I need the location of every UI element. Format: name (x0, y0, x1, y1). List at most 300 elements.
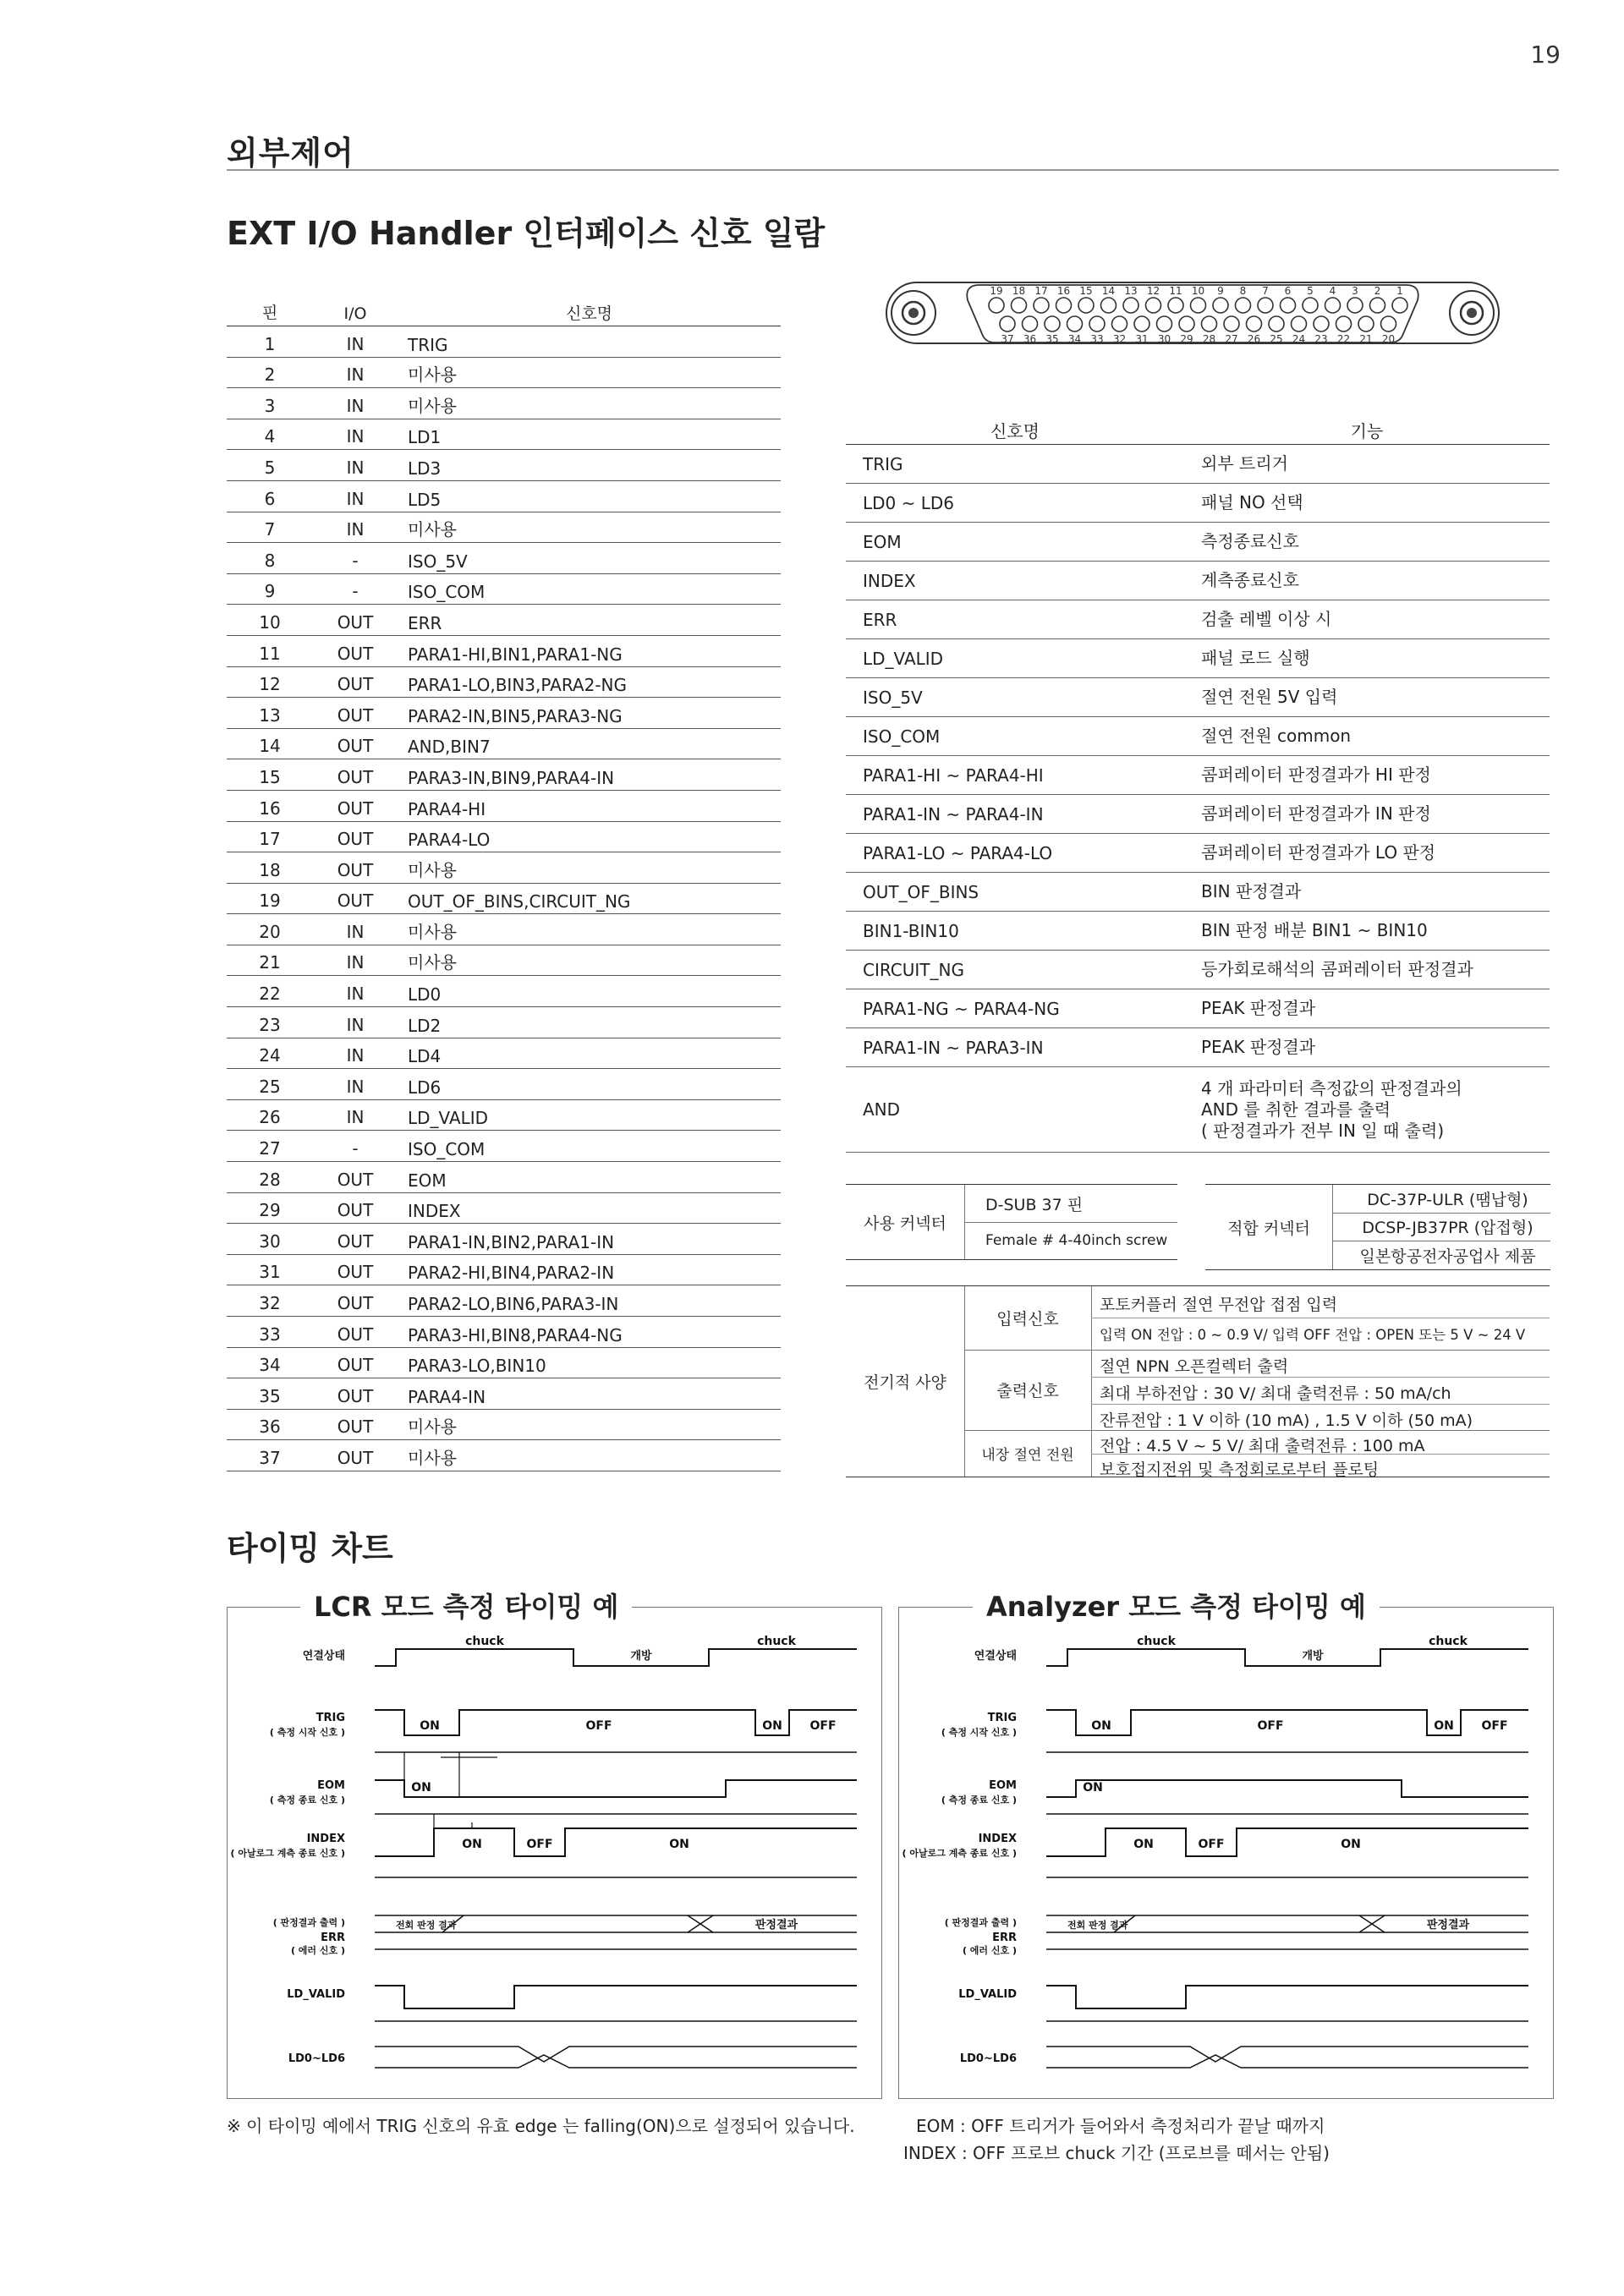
pin-io: OUT (337, 1447, 374, 1468)
input-line-2: 입력 ON 전압 : 0 ~ 0.9 V/ 입력 OFF 전압 : OPEN 또는 5 V ~ 24 V (1100, 1327, 1526, 1343)
pin-signal: 미사용 (408, 859, 457, 880)
pin-row (227, 388, 781, 419)
index-note: INDEX : OFF 프로브 chuck 기간 (프로브를 떼서는 안됨) (903, 2143, 1330, 2163)
function-description: BIN 판정결과 (1201, 881, 1302, 901)
timing-chart-heading: 타이밍 차트 (227, 1530, 393, 1567)
function-description: 측정종료신호 (1201, 531, 1299, 551)
pin-io: IN (346, 519, 365, 540)
pin-io: IN (346, 395, 365, 416)
analyzer-timing-title: Analyzer 모드 측정 타이밍 예 (973, 1586, 1380, 1625)
pin-label: 3 (1352, 285, 1358, 297)
pin-row (227, 1285, 781, 1317)
timing-label: 연결상태 (974, 1650, 1017, 1663)
signal-trace (1046, 2055, 1528, 2068)
timing-label: TRIG (987, 1712, 1017, 1724)
timing-label: ( 판정결과 출력 ) (944, 1917, 1017, 1928)
function-row (846, 951, 1550, 989)
pin-row (227, 543, 781, 574)
section-title: 외부제어 (227, 134, 354, 172)
signal-trace (375, 1780, 857, 1797)
pin-row (227, 945, 781, 977)
pin-label: 7 (1262, 285, 1269, 297)
pin-signal: 미사용 (408, 364, 457, 386)
function-signal: AND (863, 1099, 901, 1120)
pin-io: OUT (337, 1293, 374, 1313)
timing-label: ( 아날로그 계측 종료 신호 ) (230, 1848, 345, 1859)
pin-number: 22 (259, 984, 281, 1005)
pin-hole (1134, 316, 1149, 332)
pin-hole (1146, 298, 1161, 313)
signal-trace (375, 1986, 857, 2008)
pin-label: 18 (1012, 285, 1026, 297)
signal-trace (1046, 1780, 1528, 1797)
timing-label: 판정결과 (1426, 1919, 1470, 1932)
pin-signal: ISO_5V (408, 551, 468, 572)
timing-label: ON (1341, 1838, 1361, 1851)
signal-trace (375, 1828, 857, 1856)
pin-row (227, 791, 781, 822)
timing-label: ON (411, 1781, 431, 1795)
pin-io: OUT (337, 1200, 374, 1221)
pin-row (227, 1069, 781, 1100)
pin-row (227, 1378, 781, 1410)
electrical-label: 전기적 사양 (864, 1373, 946, 1392)
function-description: 4 개 파라미터 측정값의 판정결과의 AND 를 취한 결과를 출력 ( 판정결과가 전부 IN 일 때 출력) (1201, 1077, 1462, 1141)
pin-table-body (227, 326, 781, 1471)
pin-signal: LD0 (408, 984, 442, 1006)
function-description: 패널 로드 실행 (1201, 648, 1310, 668)
pin-io: OUT (337, 1323, 374, 1345)
function-description: PEAK 판정결과 (1201, 1037, 1316, 1057)
function-signal: ISO_5V (863, 687, 923, 708)
pin-io: OUT (337, 1169, 374, 1190)
function-signal: BIN1-BIN10 (863, 920, 959, 941)
pin-row (227, 884, 781, 915)
pin-label: 30 (1157, 333, 1171, 345)
pin-number: 25 (259, 1076, 281, 1097)
timing-label: OFF (585, 1719, 612, 1733)
pin-hole (1269, 316, 1284, 332)
pin-signal: LD_VALID (408, 1108, 489, 1129)
timing-label: ON (762, 1719, 782, 1733)
timing-label: ON (669, 1838, 689, 1851)
signal-header: 신호명 (565, 304, 613, 323)
power-label: 내장 절연 전원 (981, 1447, 1074, 1464)
pin-io: OUT (337, 674, 374, 695)
pin-io: OUT (337, 797, 374, 819)
pin-io: - (352, 1138, 359, 1159)
pin-signal: PARA4-HI (408, 798, 486, 819)
connector-type: D-SUB 37 핀 (985, 1195, 1084, 1214)
signal-trace (375, 2047, 857, 2062)
function-description: 콤퍼레이터 판정결과가 IN 판정 (1201, 803, 1431, 824)
pin-signal: 미사용 (408, 1447, 457, 1468)
pin-row (227, 1007, 781, 1038)
signal-trace (1046, 1828, 1528, 1856)
pin-signal: 미사용 (408, 952, 457, 973)
pin-io: IN (346, 952, 365, 973)
pin-signal: PARA2-IN,BIN5,PARA3-NG (408, 705, 623, 726)
pin-number: 9 (264, 581, 276, 602)
pin-hole (1123, 298, 1138, 313)
pin-signal: 미사용 (408, 1417, 457, 1438)
connector-fit-table (1205, 1184, 1550, 1270)
pin-label: 4 (1329, 285, 1336, 297)
pin-row (227, 574, 781, 606)
pin-io: OUT (337, 704, 374, 726)
pin-label: 6 (1284, 285, 1292, 297)
function-description: PEAK 판정결과 (1201, 998, 1316, 1018)
pin-number: 33 (259, 1323, 281, 1345)
function-row (846, 445, 1550, 484)
timing-label: chuck (1429, 1635, 1468, 1648)
pin-number: 1 (264, 333, 276, 354)
pin-number: 29 (259, 1200, 281, 1221)
pin-signal: LD5 (408, 489, 442, 510)
pin-label: 36 (1023, 333, 1037, 345)
timing-label: ( 판정결과 출력 ) (272, 1917, 345, 1928)
pin-number: 34 (259, 1355, 281, 1376)
output-line-2: 최대 부하전압 : 30 V/ 최대 출력전류 : 50 mA/ch (1100, 1384, 1451, 1403)
power-line-2: 보호접지전위 및 측정회로로부터 플로팅 (1100, 1460, 1380, 1479)
pin-io: OUT (337, 890, 374, 912)
pin-io: IN (346, 984, 365, 1005)
function-row (846, 523, 1550, 562)
pin-signal: 미사용 (408, 395, 457, 416)
pin-signal: LD1 (408, 427, 442, 448)
pin-signal: 미사용 (408, 921, 457, 942)
signal-trace (1046, 1710, 1528, 1735)
function-row (846, 639, 1550, 678)
pin-number: 8 (264, 550, 276, 571)
pin-number: 18 (259, 859, 281, 880)
function-signal: PARA1-NG ~ PARA4-NG (863, 998, 1060, 1019)
pin-number: 16 (259, 797, 281, 819)
pin-hole (1179, 316, 1194, 332)
pin-row (227, 976, 781, 1007)
pin-hole (1056, 298, 1072, 313)
pin-hole (1381, 316, 1396, 332)
timing-label: chuck (465, 1635, 504, 1648)
timing-label: 개방 (1302, 1650, 1324, 1663)
function-row (846, 562, 1550, 600)
pin-label: 24 (1292, 333, 1306, 345)
pin-label: 29 (1180, 333, 1193, 345)
pin-hole (1191, 298, 1206, 313)
timing-label: EOM (317, 1779, 345, 1792)
function-row (846, 600, 1550, 639)
pin-label: 13 (1124, 285, 1138, 297)
pin-hole (1078, 298, 1094, 313)
pin-signal: PARA1-IN,BIN2,PARA1-IN (408, 1231, 615, 1252)
pin-hole (1012, 298, 1027, 313)
pin-label: 8 (1239, 285, 1247, 297)
connector-use-label: 사용 커넥터 (864, 1214, 946, 1233)
pin-io: IN (346, 1107, 365, 1128)
pin-io: OUT (337, 1417, 374, 1438)
pin-number: 12 (259, 674, 281, 695)
pin-label: 2 (1374, 285, 1381, 297)
timing-label: ERR (321, 1932, 345, 1944)
pin-row (227, 1131, 781, 1162)
timing-label: ( 측정 종료 신호 ) (941, 1795, 1017, 1806)
pin-io: IN (346, 426, 365, 447)
pin-table (227, 300, 781, 1471)
timing-label: ( 측정 종료 신호 ) (269, 1795, 345, 1806)
timing-label: LD_VALID (287, 1988, 345, 2001)
signal-trace (375, 1710, 857, 1735)
pin-label: 15 (1079, 285, 1093, 297)
pin-signal: PARA1-LO,BIN3,PARA2-NG (408, 675, 627, 696)
pin-hole (1292, 316, 1307, 332)
timing-label: LD0~LD6 (959, 2052, 1017, 2065)
pin-number: 10 (259, 611, 281, 633)
pin-row (227, 512, 781, 544)
pin-label: 34 (1067, 333, 1082, 345)
function-signal: TRIG (863, 453, 903, 474)
pin-signal: TRIG (408, 334, 448, 355)
function-description: 패널 NO 선택 (1201, 492, 1303, 512)
pin-number: 32 (259, 1293, 281, 1313)
pin-io: OUT (337, 1230, 374, 1252)
function-description: 외부 트리거 (1201, 453, 1288, 474)
pin-signal: INDEX (408, 1201, 461, 1222)
pin-row (227, 1317, 781, 1348)
pin-hole (1281, 298, 1296, 313)
pin-io: OUT (337, 611, 374, 633)
pin-row (227, 1162, 781, 1193)
pin-hole (1089, 316, 1105, 332)
pin-io: OUT (337, 643, 374, 664)
pin-row (227, 326, 781, 358)
input-line-1: 포토커플러 절연 무전압 접점 입력 (1100, 1296, 1338, 1314)
pin-signal: ISO_COM (408, 582, 486, 603)
signal-trace (1046, 1649, 1528, 1666)
pin-row (227, 1255, 781, 1286)
fit-item-2: DCSP-JB37PR (압접형) (1362, 1219, 1533, 1237)
pin-label: 16 (1056, 285, 1071, 297)
pin-label: 11 (1169, 285, 1182, 297)
pin-io: IN (346, 364, 365, 386)
pin-header: 핀 (261, 304, 278, 322)
output-line-1: 절연 NPN 오픈컬렉터 출력 (1100, 1357, 1289, 1376)
electrical-spec-table (846, 1285, 1550, 1477)
pin-io: IN (346, 1014, 365, 1035)
pin-signal: OUT_OF_BINS,CIRCUIT_NG (408, 891, 631, 912)
timing-label: 판정결과 (754, 1919, 798, 1932)
pin-number: 19 (259, 890, 281, 912)
pin-io: IN (346, 488, 365, 509)
power-line-1: 전압 : 4.5 V ~ 5 V/ 최대 출력전류 : 100 mA (1100, 1437, 1425, 1455)
dsub37-connector-diagram (880, 275, 1506, 351)
function-description: 절연 전원 5V 입력 (1201, 687, 1338, 707)
pin-number: 3 (264, 395, 276, 416)
function-signal: ISO_COM (863, 726, 941, 747)
pin-io: OUT (337, 829, 374, 850)
pin-io: - (352, 550, 359, 571)
pin-signal: PARA3-LO,BIN10 (408, 1356, 546, 1377)
timing-label: 전회 판정 결과 (396, 1920, 457, 1931)
timing-label: ON (1133, 1838, 1154, 1851)
pin-signal: PARA4-LO (408, 830, 491, 851)
input-signal-label: 입력신호 (996, 1310, 1059, 1329)
pin-hole (1168, 298, 1183, 313)
timing-label: 연결상태 (302, 1650, 345, 1663)
pin-hole (1067, 316, 1083, 332)
pin-label: 26 (1247, 333, 1261, 345)
pin-number: 31 (259, 1262, 281, 1283)
pin-signal: PARA3-IN,BIN9,PARA4-IN (408, 767, 615, 788)
pin-signal: ERR (408, 612, 442, 633)
pin-hole (1224, 316, 1239, 332)
pin-hole (1112, 316, 1127, 332)
pin-hole (1157, 316, 1172, 332)
pin-label: 10 (1191, 285, 1205, 297)
function-signal: OUT_OF_BINS (863, 881, 979, 902)
pin-number: 26 (259, 1107, 281, 1128)
pin-io: OUT (337, 859, 374, 880)
function-description: 콤퍼레이터 판정결과가 HI 판정 (1201, 764, 1431, 785)
pin-number: 35 (259, 1385, 281, 1406)
pin-signal: PARA4-IN (408, 1386, 486, 1407)
pin-row (227, 636, 781, 667)
edge-note: ※ 이 타이밍 예에서 TRIG 신호의 유효 edge 는 falling(ON)으로 설정되어 있습니다. (227, 2116, 855, 2136)
signal-trace (375, 1649, 857, 1666)
timing-label: OFF (526, 1838, 553, 1851)
pin-signal: EOM (408, 1170, 447, 1191)
function-row (846, 484, 1550, 523)
timing-label: ( 아날로그 계측 종료 신호 ) (902, 1848, 1017, 1859)
pin-number: 23 (259, 1014, 281, 1035)
pin-table-header (227, 300, 781, 326)
function-signal: CIRCUIT_NG (863, 959, 964, 980)
pin-row (227, 1193, 781, 1225)
function-row (846, 873, 1550, 912)
timing-label: ERR (992, 1932, 1017, 1944)
pin-hole (1213, 298, 1228, 313)
section-divider (227, 169, 1559, 171)
pin-number: 17 (259, 829, 281, 850)
pin-number: 7 (264, 519, 276, 540)
pin-label: 21 (1359, 333, 1373, 345)
pin-label: 28 (1202, 333, 1216, 345)
pin-label: 20 (1381, 333, 1396, 345)
pin-number: 28 (259, 1169, 281, 1190)
pin-row (227, 852, 781, 884)
timing-label: ON (1091, 1719, 1111, 1733)
pin-label: 5 (1307, 285, 1314, 297)
signal-name-header: 신호명 (990, 421, 1040, 441)
function-description: 콤퍼레이터 판정결과가 LO 판정 (1201, 842, 1436, 863)
pin-signal: PARA1-HI,BIN1,PARA1-NG (408, 644, 623, 665)
timing-label: LD_VALID (958, 1988, 1017, 2001)
timing-label: LD0~LD6 (288, 2052, 345, 2065)
function-signal: LD_VALID (863, 648, 944, 669)
function-description: 등가회로해석의 콤퍼레이터 판정결과 (1201, 959, 1473, 979)
timing-label: OFF (1198, 1838, 1225, 1851)
pin-row (227, 1100, 781, 1132)
pin-number: 20 (259, 921, 281, 942)
pin-io: OUT (337, 1385, 374, 1406)
pin-row (227, 1038, 781, 1070)
timing-label: ( 에러 신호 ) (962, 1945, 1017, 1956)
pin-row (227, 759, 781, 791)
pin-row (227, 1224, 781, 1255)
pin-row (227, 605, 781, 636)
lcr-timing-diagram (227, 1607, 881, 2097)
pin-label: 22 (1336, 333, 1351, 345)
pin-hole (1034, 298, 1049, 313)
connector-use-table (846, 1184, 1177, 1260)
pin-number: 27 (259, 1138, 281, 1159)
pin-label: 14 (1101, 285, 1116, 297)
pin-io: OUT (337, 1262, 374, 1283)
lcr-timing-title: LCR 모드 측정 타이밍 예 (300, 1586, 632, 1625)
pin-hole (1370, 298, 1385, 313)
top-pin-row (989, 285, 1407, 313)
pin-hole (989, 298, 1004, 313)
fit-item-3: 일본항공전자공업사 제품 (1359, 1247, 1536, 1266)
pin-io: OUT (337, 1355, 374, 1376)
function-signal: INDEX (863, 570, 916, 591)
timing-label: EOM (989, 1779, 1017, 1792)
pin-label: 9 (1217, 285, 1224, 297)
pin-number: 30 (259, 1230, 281, 1252)
pin-signal: PARA3-HI,BIN8,PARA4-NG (408, 1324, 623, 1345)
function-row (846, 1028, 1550, 1067)
function-signal: PARA1-HI ~ PARA4-HI (863, 764, 1044, 786)
pin-hole (1258, 298, 1273, 313)
pin-label: 1 (1396, 285, 1403, 297)
function-row (846, 678, 1550, 717)
pin-row (227, 358, 781, 389)
pin-row (227, 450, 781, 481)
pin-label: 35 (1045, 333, 1059, 345)
pin-io: OUT (337, 736, 374, 757)
function-row (846, 756, 1550, 795)
function-description: 계측종료신호 (1201, 570, 1299, 590)
pin-row (227, 729, 781, 760)
output-signal-label: 출력신호 (996, 1382, 1059, 1400)
pin-hole (1045, 316, 1060, 332)
timing-label: ON (1083, 1781, 1103, 1795)
io-header: I/O (343, 304, 367, 323)
pin-label: 31 (1135, 333, 1149, 345)
pin-row (227, 1440, 781, 1471)
pin-row (227, 667, 781, 699)
pin-signal: LD3 (408, 458, 442, 479)
pin-number: 24 (259, 1045, 281, 1066)
fit-item-1: DC-37P-ULR (땜납형) (1367, 1191, 1528, 1209)
function-signal: PARA1-IN ~ PARA4-IN (863, 803, 1044, 825)
connector-screw: Female # 4-40inch screw (985, 1232, 1168, 1249)
function-table (846, 410, 1550, 1153)
pin-hole (1247, 316, 1262, 332)
timing-label: ( 측정 시작 신호 ) (269, 1727, 345, 1738)
pin-signal: PARA2-HI,BIN4,PARA2-IN (408, 1263, 615, 1284)
pin-hole (1023, 316, 1038, 332)
function-row (846, 1067, 1550, 1153)
pin-io: - (352, 581, 359, 602)
timing-label: OFF (1481, 1719, 1508, 1733)
pin-label: 32 (1112, 333, 1127, 345)
pin-number: 2 (264, 364, 276, 386)
eom-note: EOM : OFF 트리거가 들어와서 측정처리가 끝날 때까지 (916, 2116, 1325, 2136)
signal-trace (1046, 1986, 1528, 2008)
pin-hole (1236, 298, 1251, 313)
function-row (846, 717, 1550, 756)
pin-io: OUT (337, 766, 374, 787)
